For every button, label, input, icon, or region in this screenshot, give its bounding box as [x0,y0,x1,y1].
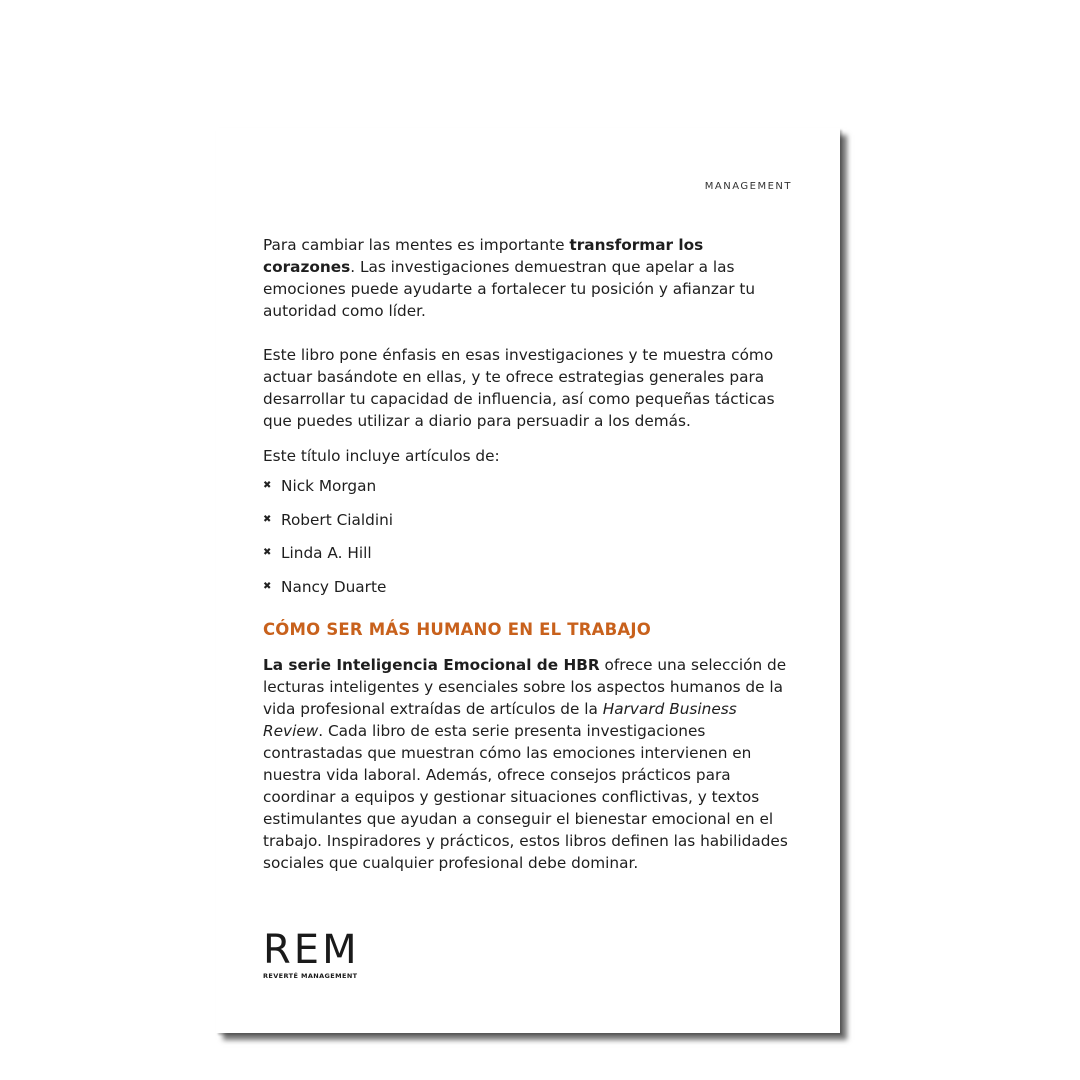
series-text-2: . Cada libro de esta serie presenta investigaciones contrastadas que muestran cómo las emociones intervienen en nuestra vida laboral. Además, ofrece consejos prácticos para coordinar a equipos y gestionar situaciones conflictivas, y textos estimulantes que ayudan a conseguir el bienestar emocional en el trabajo. Inspiradores y prácticos, estos libros definen las habilidades sociales que cualquier profesional debe dominar. [263,721,788,872]
author-name: Linda A. Hill [281,544,372,562]
intro-paragraph-1 [263,234,797,322]
series-bold-lead: La serie Inteligencia Emocional de HBR [263,655,600,674]
articles-title: Este título incluye artículos de: [263,447,500,465]
series-text-1: ofrece una selección de lecturas inteligentes y esenciales sobre los aspectos humanos de la vida profesional extraídas de artículos de la [263,655,787,718]
authors-list [263,475,797,598]
section-title: CÓMO SER MÁS HUMANO EN EL TRABAJO [263,619,651,639]
list-item [263,576,797,598]
author-name: Robert Cialdini [281,510,394,529]
cover-content [263,234,797,874]
logo-wordmark: REM [263,927,360,973]
bullet-icon: ✖ [263,580,272,592]
series-italic-title: Harvard Business Review [263,699,737,740]
author-name: Nick Morgan [281,477,377,495]
intro-bold-phrase: transformar los corazones [263,236,704,276]
intro-text-after: . Las investigaciones demuestran que apelar a las emociones puede ayudarte a fortalecer tu posición y afianzar tu autoridad como líder. [263,258,756,320]
bullet-icon: ✖ [263,513,272,525]
bullet-icon: ✖ [263,547,272,558]
bullet-icon: ✖ [263,480,272,491]
list-item [263,509,797,531]
series-paragraph [263,654,797,874]
category-label: MANAGEMENT [704,181,792,192]
list-item [263,475,797,497]
intro-paragraph-2: Este libro pone énfasis en esas investigaciones y te muestra cómo actuar basándote en ellas, y te ofrece estrategias generales para desarrollar tu capacidad de influencia, así como pequeñas tácticas que puedes utilizar a diario para persuadir a los demás. [263,346,775,430]
author-name: Nancy Duarte [281,577,387,596]
publisher-logo [263,927,360,980]
list-item [263,542,797,564]
book-back-cover [216,128,840,1033]
logo-subtitle: REVERTÉ MANAGEMENT [263,972,358,980]
intro-text-before: Para cambiar las mentes es importante [263,236,570,254]
